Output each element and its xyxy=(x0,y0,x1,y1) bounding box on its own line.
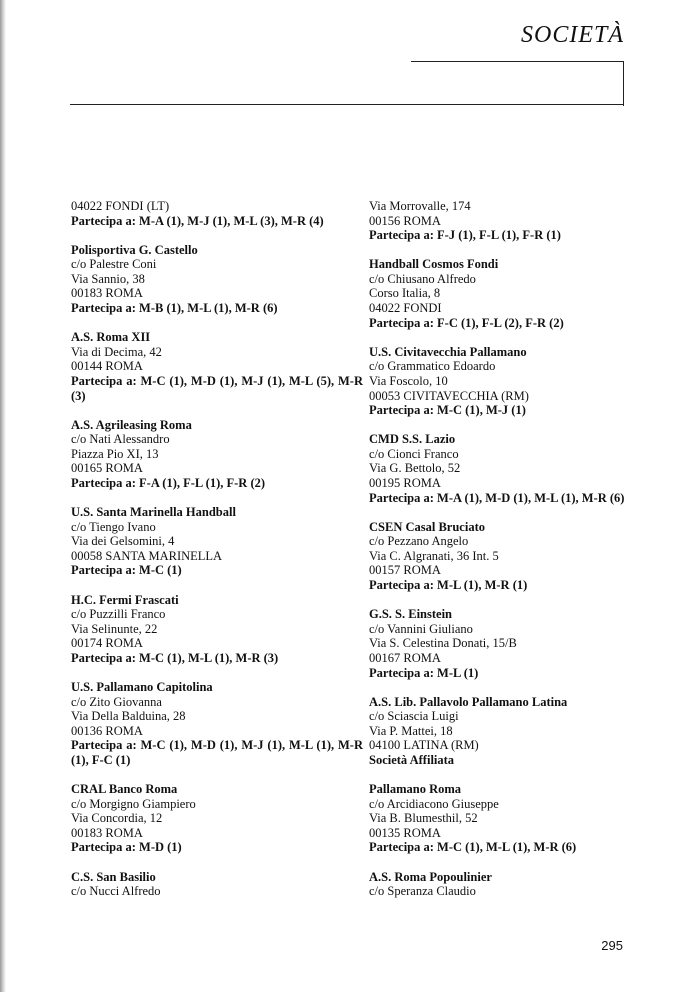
directory-entry xyxy=(369,695,634,768)
address-line: Via Della Balduina, 28 xyxy=(71,709,186,724)
address-line: Via dei Gelsomini, 4 xyxy=(71,534,175,549)
address-line: c/o Grammatico Edoardo xyxy=(369,359,496,374)
directory-entry xyxy=(71,330,363,403)
address-line: 00136 ROMA xyxy=(71,723,143,738)
society-name: CSEN Casal Bruciato xyxy=(369,519,485,534)
directory-entry xyxy=(71,593,363,666)
society-name: A.S. Lib. Pallavolo Pallamano Latina xyxy=(369,694,568,709)
address-line: c/o Morgigno Giampiero xyxy=(71,796,196,811)
section-title: SOCIETÀ xyxy=(521,22,624,48)
address-line: Via G. Bettolo, 52 xyxy=(369,461,461,476)
address-line: 00183 ROMA xyxy=(71,286,143,301)
address-line: 00174 ROMA xyxy=(71,636,143,651)
address-line: Via Selinunte, 22 xyxy=(71,621,158,636)
society-name: U.S. Santa Marinella Handball xyxy=(71,505,236,520)
address-line: 00135 ROMA xyxy=(369,825,441,840)
directory-entry xyxy=(369,607,634,680)
participation-line: Partecipa a: M-B (1), M-L (1), M-R (6) xyxy=(71,301,278,316)
society-name: Polisportiva G. Castello xyxy=(71,242,198,257)
directory-entry xyxy=(369,432,634,505)
society-name: H.C. Fermi Frascati xyxy=(71,592,179,607)
directory-entry xyxy=(369,257,634,330)
participation-line: Partecipa a: M-C (1), M-L (1), M-R (6) xyxy=(369,840,577,855)
address-line: Via P. Mattei, 18 xyxy=(369,723,453,738)
address-line: c/o Arcidiacono Giuseppe xyxy=(369,796,499,811)
address-line: Via C. Algranati, 36 Int. 5 xyxy=(369,548,499,563)
address-line: 00053 CIVITAVECCHIA (RM) xyxy=(369,388,529,403)
participation-line: Partecipa a: M-C (1), M-D (1), M-J (1), M-L (5), M-R (3) xyxy=(71,373,363,403)
address-line: c/o Chiusano Alfredo xyxy=(369,271,476,286)
participation-line: Partecipa a: F-A (1), F-L (1), F-R (2) xyxy=(71,476,266,490)
society-name: G.S. S. Einstein xyxy=(369,607,453,622)
header-frame xyxy=(411,61,624,106)
society-name: A.S. Roma XII xyxy=(71,330,151,345)
page-number: 295 xyxy=(601,938,623,953)
right-column xyxy=(369,199,634,913)
directory-entry xyxy=(369,870,634,899)
society-name: U.S. Civitavecchia Pallamano xyxy=(369,344,527,359)
address-line: Via Sannio, 38 xyxy=(71,271,145,286)
participation-line: Partecipa a: M-C (1) xyxy=(71,563,182,578)
participation-line: Partecipa a: M-L (1) xyxy=(369,665,479,680)
address-line: c/o Cionci Franco xyxy=(369,446,459,461)
address-line: 00144 ROMA xyxy=(71,359,143,374)
address-line: c/o Nucci Alfredo xyxy=(71,884,161,899)
address-line: Via di Decima, 42 xyxy=(71,344,162,359)
address-line: c/o Nati Alessandro xyxy=(71,432,170,447)
address-line: Via Foscolo, 10 xyxy=(369,373,448,388)
directory-entry xyxy=(71,199,363,228)
society-name: U.S. Pallamano Capitolina xyxy=(71,680,213,695)
address-line: Corso Italia, 8 xyxy=(369,286,441,301)
address-line: 00165 ROMA xyxy=(71,461,143,476)
header-rule xyxy=(70,104,624,105)
society-name: Handball Cosmos Fondi xyxy=(369,257,499,272)
society-name: A.S. Agrileasing Roma xyxy=(71,417,192,432)
participation-line: Partecipa a: M-D (1) xyxy=(71,840,182,855)
address-line: 00058 SANTA MARINELLA xyxy=(71,548,223,563)
directory-entry xyxy=(369,345,634,418)
address-line: c/o Palestre Coni xyxy=(71,257,157,272)
address-line: c/o Zito Giovanna xyxy=(71,694,162,709)
directory-entry xyxy=(369,520,634,593)
address-line: Via B. Blumesthil, 52 xyxy=(369,811,478,826)
address-line: 04100 LATINA (RM) xyxy=(369,738,479,753)
address-line: Piazza Pio XI, 13 xyxy=(71,446,159,461)
address-line: 04022 FONDI xyxy=(369,301,442,316)
address-line: Via Morrovalle, 174 xyxy=(369,199,471,213)
society-name: A.S. Roma Popoulinier xyxy=(369,869,492,884)
address-line: c/o Tiengo Ivano xyxy=(71,519,156,534)
society-name: CMD S.S. Lazio xyxy=(369,432,456,447)
address-line: c/o Sciascia Luigi xyxy=(369,709,459,724)
participation-line: Società Affiliata xyxy=(369,753,455,767)
directory-entry xyxy=(71,418,363,491)
address-line: Via S. Celestina Donati, 15/B xyxy=(369,636,517,651)
society-name: C.S. San Basilio xyxy=(71,869,156,884)
address-line: 00195 ROMA xyxy=(369,476,441,490)
address-line: c/o Puzzilli Franco xyxy=(71,607,166,622)
address-line: 00156 ROMA xyxy=(369,213,441,228)
address-line: Via Concordia, 12 xyxy=(71,811,163,826)
left-column xyxy=(71,199,363,913)
book-spine-shadow xyxy=(0,0,6,992)
directory-entry xyxy=(369,199,634,243)
participation-line: Partecipa a: F-J (1), F-L (1), F-R (1) xyxy=(369,228,561,243)
address-line: c/o Pezzano Angelo xyxy=(369,534,469,549)
directory-entry xyxy=(71,680,363,768)
society-name: Pallamano Roma xyxy=(369,782,462,797)
directory-entry xyxy=(71,782,363,855)
address-line: 00157 ROMA xyxy=(369,563,441,578)
participation-line: Partecipa a: M-A (1), M-D (1), M-L (1), M-R (6) xyxy=(369,490,625,505)
participation-line: Partecipa a: M-A (1), M-J (1), M-L (3), M-R (4) xyxy=(71,213,324,228)
directory-entry xyxy=(71,870,363,899)
address-line: 00167 ROMA xyxy=(369,650,441,665)
directory-entry xyxy=(369,782,634,855)
directory-entry xyxy=(71,243,363,316)
address-line: c/o Speranza Claudio xyxy=(369,884,476,899)
society-name: CRAL Banco Roma xyxy=(71,782,178,797)
participation-line: Partecipa a: M-L (1), M-R (1) xyxy=(369,578,528,593)
directory-entry xyxy=(71,505,363,578)
address-line: c/o Vannini Giuliano xyxy=(369,621,473,636)
participation-line: Partecipa a: M-C (1), M-D (1), M-J (1), M-L (1), M-R (1), F-C (1) xyxy=(71,738,363,767)
address-line: 00183 ROMA xyxy=(71,825,143,840)
participation-line: Partecipa a: F-C (1), F-L (2), F-R (2) xyxy=(369,315,564,330)
participation-line: Partecipa a: M-C (1), M-J (1) xyxy=(369,403,526,418)
address-line: 04022 FONDI (LT) xyxy=(71,199,170,213)
participation-line: Partecipa a: M-C (1), M-L (1), M-R (3) xyxy=(71,650,279,665)
